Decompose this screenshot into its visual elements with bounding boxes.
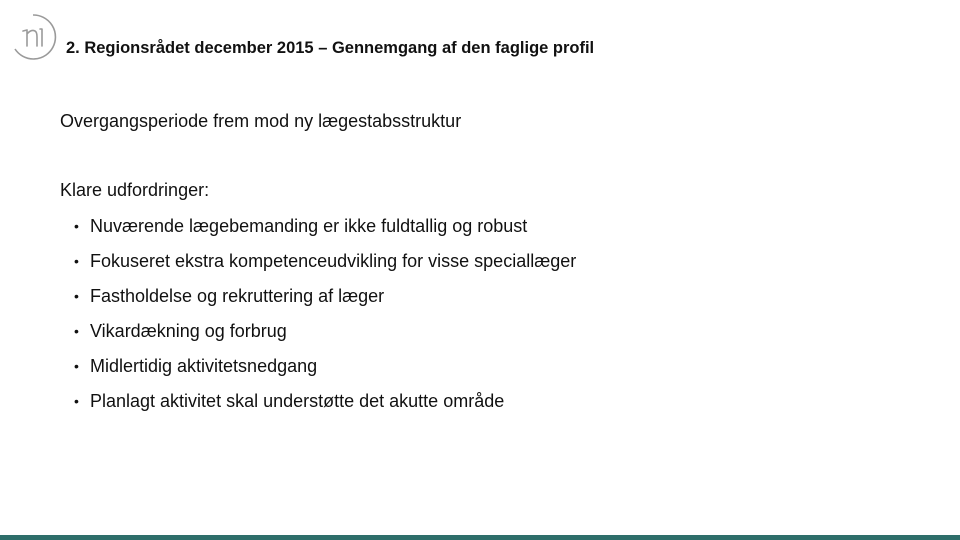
footer-accent-bar <box>0 535 960 540</box>
list-item <box>74 213 576 248</box>
slide-title: 2. Regionsrådet december 2015 – Gennemgang af den faglige profil <box>66 39 595 57</box>
region-logo-icon <box>9 13 57 61</box>
bullet-icon: • <box>74 323 79 339</box>
list-item <box>74 353 576 388</box>
section-heading: Klare udfordringer: <box>60 180 210 200</box>
bullet-icon: • <box>74 218 79 234</box>
list-item <box>74 388 576 423</box>
list-item <box>74 283 576 318</box>
challenges-list <box>74 213 576 423</box>
list-item <box>74 248 576 283</box>
list-item <box>74 318 576 353</box>
list-item-text: Fastholdelse og rekruttering af læger <box>90 286 385 306</box>
list-item-text: Midlertidig aktivitetsnedgang <box>90 356 318 376</box>
list-item-text: Nuværende lægebemanding er ikke fuldtallig og robust <box>90 216 528 236</box>
list-item-text: Vikardækning og forbrug <box>90 321 287 341</box>
bullet-icon: • <box>74 253 79 269</box>
slide-subtitle: Overgangsperiode frem mod ny lægestabsstruktur <box>60 111 462 131</box>
bullet-icon: • <box>74 393 79 409</box>
list-item-text: Fokuseret ekstra kompetenceudvikling for visse speciallæger <box>90 251 577 271</box>
bullet-icon: • <box>74 288 79 304</box>
list-item-text: Planlagt aktivitet skal understøtte det akutte område <box>90 391 505 411</box>
bullet-icon: • <box>74 358 79 374</box>
